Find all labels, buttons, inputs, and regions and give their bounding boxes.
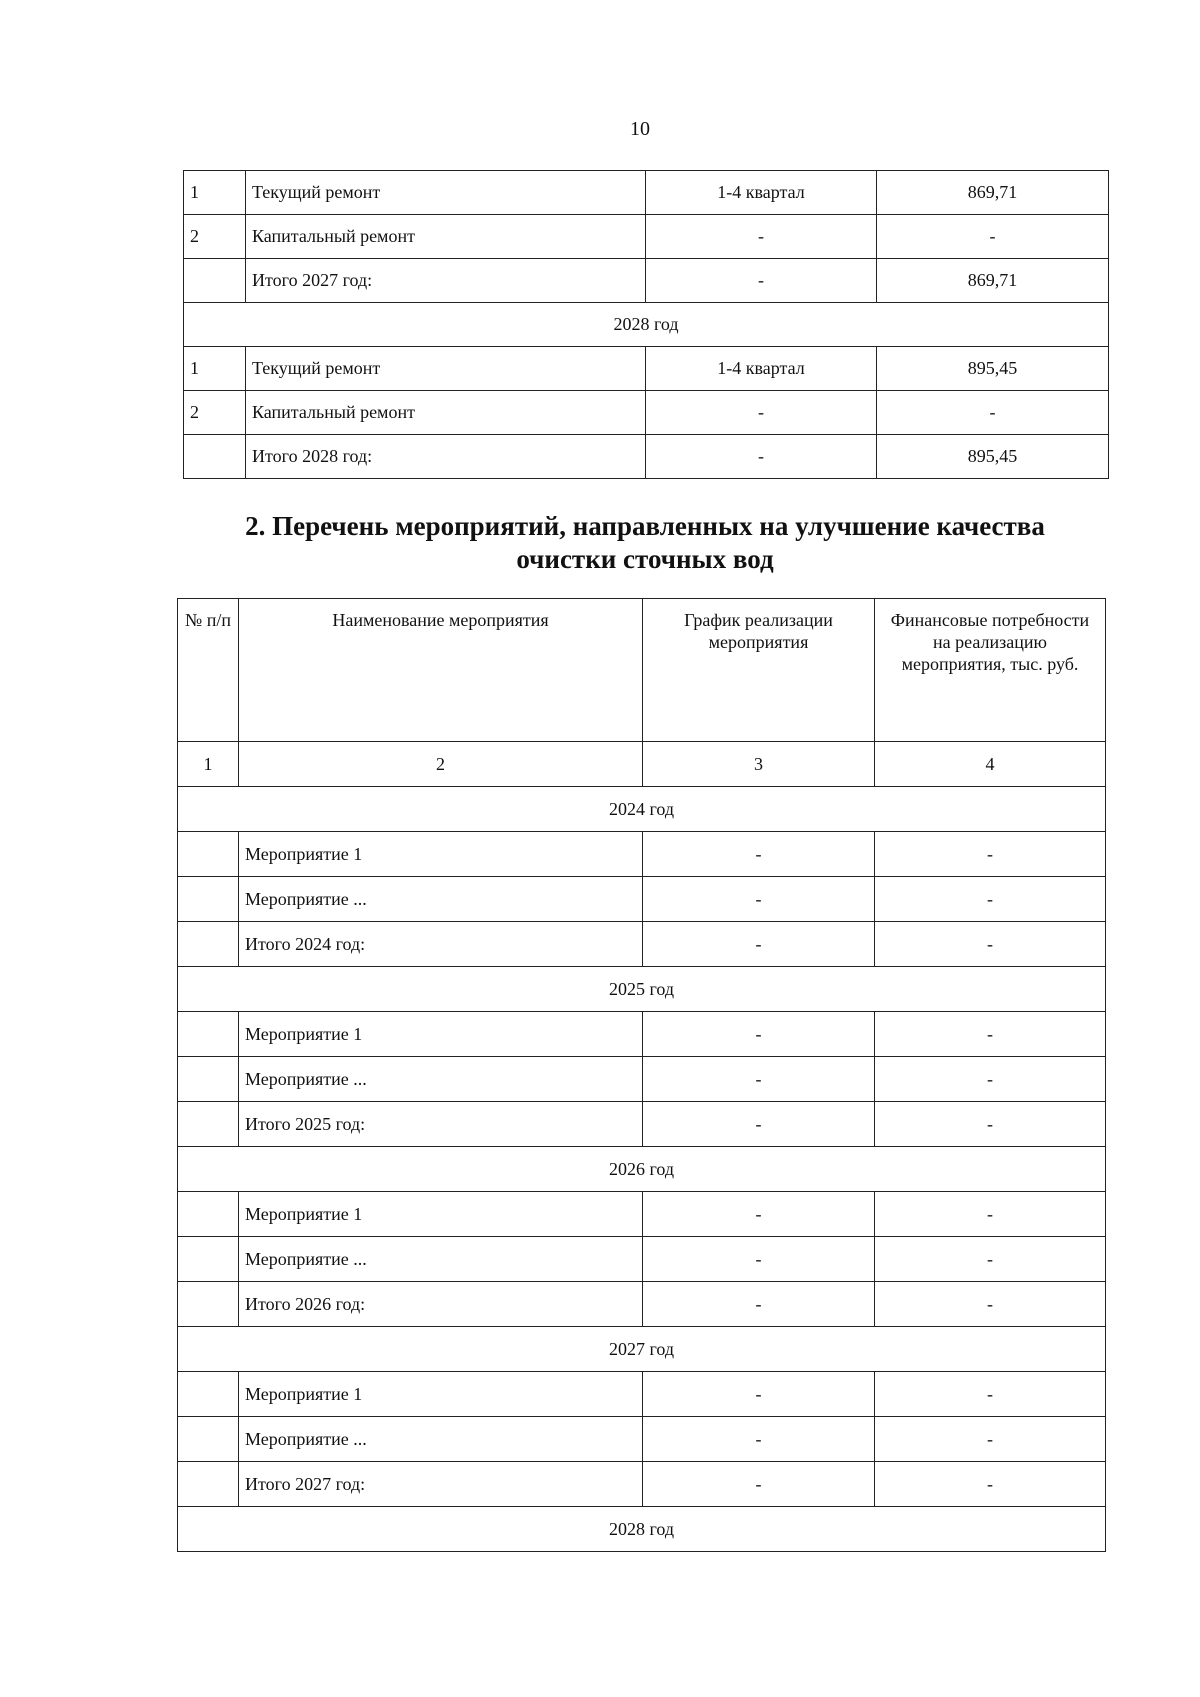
schedule-cell: - bbox=[643, 1417, 875, 1462]
year-header-row bbox=[178, 967, 1106, 1012]
table-row bbox=[178, 1102, 1106, 1147]
schedule-cell: - bbox=[643, 1462, 875, 1507]
amount-cell: - bbox=[877, 215, 1109, 259]
amount-cell: - bbox=[875, 1462, 1106, 1507]
top-repair-table bbox=[183, 170, 1109, 479]
table-row bbox=[184, 215, 1109, 259]
total-row bbox=[184, 435, 1109, 479]
measure-name: Мероприятие 1 bbox=[239, 832, 643, 877]
table-row bbox=[178, 1012, 1106, 1057]
year-label: 2025 год bbox=[178, 967, 1106, 1012]
measures-table-body bbox=[178, 599, 1106, 1552]
table-row bbox=[178, 1282, 1106, 1327]
schedule-cell: - bbox=[643, 877, 875, 922]
row-number bbox=[178, 922, 239, 967]
measure-name: Текущий ремонт bbox=[246, 347, 646, 391]
table-row bbox=[178, 1417, 1106, 1462]
amount-cell: - bbox=[875, 1192, 1106, 1237]
section-title-line2: очистки сточных вод bbox=[516, 544, 774, 574]
table-row bbox=[184, 171, 1109, 215]
column-number-row bbox=[178, 742, 1106, 787]
amount-cell: - bbox=[875, 1102, 1106, 1147]
measures-table bbox=[177, 598, 1106, 1552]
measure-name: Итого 2028 год: bbox=[246, 435, 646, 479]
schedule-cell: 1-4 квартал bbox=[646, 347, 877, 391]
measure-name: Капитальный ремонт bbox=[246, 215, 646, 259]
measure-name: Мероприятие ... bbox=[239, 877, 643, 922]
row-number bbox=[178, 1012, 239, 1057]
table-row bbox=[178, 922, 1106, 967]
schedule-cell: - bbox=[646, 259, 877, 303]
column-number: 3 bbox=[643, 742, 875, 787]
amount-cell: - bbox=[875, 922, 1106, 967]
amount-cell: - bbox=[875, 1012, 1106, 1057]
schedule-cell: - bbox=[646, 435, 877, 479]
year-header-row bbox=[184, 303, 1109, 347]
table-row bbox=[184, 347, 1109, 391]
row-number bbox=[178, 1057, 239, 1102]
schedule-cell: - bbox=[643, 1057, 875, 1102]
table-row bbox=[178, 1237, 1106, 1282]
table-row bbox=[178, 1372, 1106, 1417]
amount-cell: - bbox=[875, 877, 1106, 922]
row-number bbox=[184, 435, 246, 479]
amount-cell: 869,71 bbox=[877, 171, 1109, 215]
row-number bbox=[178, 1192, 239, 1237]
row-number bbox=[178, 1237, 239, 1282]
amount-cell: - bbox=[875, 1057, 1106, 1102]
column-number: 1 bbox=[178, 742, 239, 787]
page-number: 10 bbox=[630, 118, 650, 140]
header-name: Наименование мероприятия bbox=[239, 599, 643, 742]
row-number: 2 bbox=[184, 215, 246, 259]
amount-cell: 895,45 bbox=[877, 347, 1109, 391]
schedule-cell: - bbox=[643, 1012, 875, 1057]
row-number bbox=[178, 1282, 239, 1327]
year-label: 2028 год bbox=[184, 303, 1109, 347]
table-row bbox=[184, 391, 1109, 435]
year-label: 2026 год bbox=[178, 1147, 1106, 1192]
measure-name: Капитальный ремонт bbox=[246, 391, 646, 435]
measure-name: Мероприятие 1 bbox=[239, 1372, 643, 1417]
schedule-cell: - bbox=[643, 1282, 875, 1327]
schedule-cell: - bbox=[646, 391, 877, 435]
measure-name: Итого 2027 год: bbox=[246, 259, 646, 303]
year-header-row bbox=[178, 1327, 1106, 1372]
row-number bbox=[184, 259, 246, 303]
row-number bbox=[178, 1372, 239, 1417]
row-number: 1 bbox=[184, 171, 246, 215]
row-number bbox=[178, 1417, 239, 1462]
row-number bbox=[178, 1462, 239, 1507]
year-label: 2027 год bbox=[178, 1327, 1106, 1372]
amount-cell: - bbox=[875, 1237, 1106, 1282]
header-schedule: График реализации мероприятия bbox=[643, 599, 875, 742]
measure-name: Итого 2025 год: bbox=[239, 1102, 643, 1147]
schedule-cell: - bbox=[643, 1372, 875, 1417]
measure-name: Мероприятие ... bbox=[239, 1057, 643, 1102]
header-finance: Финансовые потребности на реализацию мероприятия, тыс. руб. bbox=[875, 599, 1106, 742]
amount-cell: - bbox=[875, 1372, 1106, 1417]
measure-name: Текущий ремонт bbox=[246, 171, 646, 215]
year-header-row bbox=[178, 787, 1106, 832]
measure-name: Мероприятие 1 bbox=[239, 1012, 643, 1057]
amount-cell: - bbox=[877, 391, 1109, 435]
schedule-cell: - bbox=[643, 922, 875, 967]
row-number bbox=[178, 877, 239, 922]
schedule-cell: - bbox=[646, 215, 877, 259]
section-title-line1: 2. Перечень мероприятий, направленных на улучшение качества bbox=[245, 511, 1045, 541]
amount-cell: 895,45 bbox=[877, 435, 1109, 479]
schedule-cell: - bbox=[643, 1192, 875, 1237]
schedule-cell: - bbox=[643, 1102, 875, 1147]
table-header-row bbox=[178, 599, 1106, 742]
row-number: 2 bbox=[184, 391, 246, 435]
year-label: 2024 год bbox=[178, 787, 1106, 832]
year-header-row bbox=[178, 1147, 1106, 1192]
top-table-body bbox=[184, 171, 1109, 479]
amount-cell: - bbox=[875, 832, 1106, 877]
measure-name: Итого 2026 год: bbox=[239, 1282, 643, 1327]
row-number bbox=[178, 1102, 239, 1147]
total-row bbox=[184, 259, 1109, 303]
column-number: 2 bbox=[239, 742, 643, 787]
measure-name: Итого 2027 год: bbox=[239, 1462, 643, 1507]
measure-name: Итого 2024 год: bbox=[239, 922, 643, 967]
measure-name: Мероприятие 1 bbox=[239, 1192, 643, 1237]
table-row bbox=[178, 832, 1106, 877]
schedule-cell: - bbox=[643, 1237, 875, 1282]
section-title bbox=[0, 510, 1200, 576]
schedule-cell: - bbox=[643, 832, 875, 877]
header-num: № п/п bbox=[178, 599, 239, 742]
amount-cell: - bbox=[875, 1417, 1106, 1462]
measure-name: Мероприятие ... bbox=[239, 1237, 643, 1282]
table-row bbox=[178, 877, 1106, 922]
amount-cell: - bbox=[875, 1282, 1106, 1327]
schedule-cell: 1-4 квартал bbox=[646, 171, 877, 215]
table-row bbox=[178, 1057, 1106, 1102]
measure-name: Мероприятие ... bbox=[239, 1417, 643, 1462]
year-label: 2028 год bbox=[178, 1507, 1106, 1552]
row-number bbox=[178, 832, 239, 877]
row-number: 1 bbox=[184, 347, 246, 391]
table-row bbox=[178, 1462, 1106, 1507]
column-number: 4 bbox=[875, 742, 1106, 787]
amount-cell: 869,71 bbox=[877, 259, 1109, 303]
table-row bbox=[178, 1192, 1106, 1237]
year-header-row bbox=[178, 1507, 1106, 1552]
